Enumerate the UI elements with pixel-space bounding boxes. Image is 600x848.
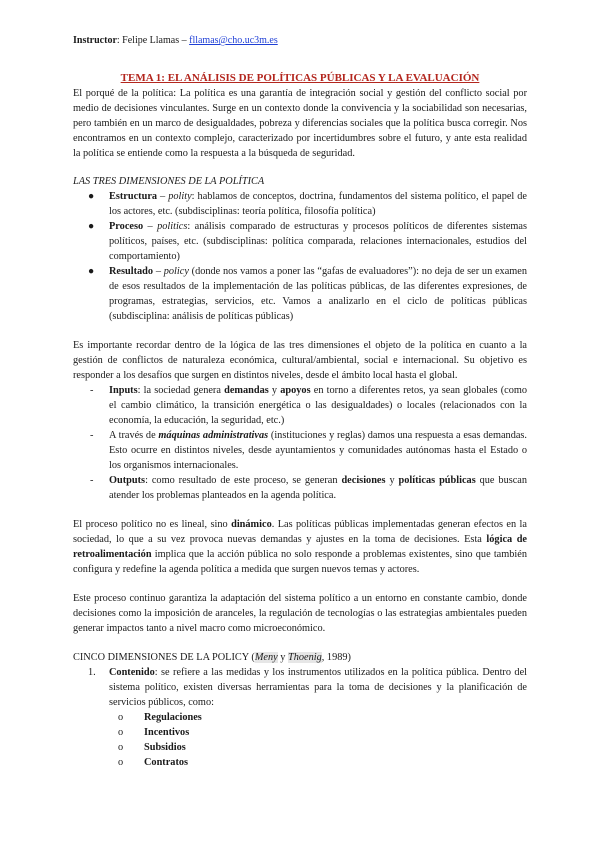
inline-bold: dinámico (231, 519, 272, 530)
list-item (118, 725, 527, 740)
inline-bold: decisiones (341, 475, 386, 486)
inline-text: y (385, 475, 399, 486)
dimension-term: Estructura (109, 191, 158, 202)
instructor-label: Instructor (73, 35, 117, 46)
dimensions-list (73, 189, 527, 324)
list-item (73, 428, 527, 473)
inline-text: A través de (109, 430, 159, 441)
object-paragraph: Es importante recordar dentro de la lógica de las tres dimensiones el objeto de la política en cuanto a la gestión de conflictos de naturaleza económica, cultural/ambiental, social e internacional. Su objetivo es responder a los desafíos que surgen en distintos niveles, desde el ámbito local hasta el global. (73, 340, 527, 381)
list-item (73, 264, 527, 324)
dimension-text: (donde nos vamos a poner las “gafas de evaluadores”): no deja de ser un examen de esos resultados de la implementación de las políticas públicas, de las diferentes expresiones, de programas, estrategias, servicios, etc. Vamos a analizarlo en el ciclo de políticas públicas (subdisciplina: análisis de políticas públicas) (109, 266, 527, 322)
instructor-line (73, 34, 527, 47)
dash-marker: - (90, 385, 94, 396)
circle-bullet-icon: o (118, 712, 124, 723)
list-item (73, 473, 527, 503)
list-item (73, 189, 527, 219)
circle-bullet-icon: o (118, 742, 124, 753)
process-list (73, 383, 527, 503)
dimension-separator: – (157, 191, 169, 202)
policy-heading-year: , 1989) (321, 652, 351, 663)
policy-text: : se refiere a las medidas y los instrumentos utilizados en la política pública. Dentro del sistema político, existen diversas herramientas para la toma de decisiones y la planificación de servicios públicos, como: (109, 667, 527, 708)
dimension-term: Resultado (109, 266, 154, 277)
intro-paragraph: El porqué de la política: La política es una garantía de integración social y gestión del conflicto social por medio de decisiones vinculantes. Surge en un contexto donde la convivencia y la sociabilidad son necesarias, pero también en un marco de desigualdades, pobreza y diferencias sociales que la política busca corregir. Nos encontramos en un contexto complejo, caracterizado por incertidumbres sobre el futuro, y ante esta realidad la política se entiende como la respuesta a la búsqueda de seguridad. (73, 88, 527, 159)
author-name: Thoenig (288, 652, 322, 663)
inline-text: . Las políticas públicas implementadas generan efectos en la sociedad, lo que a su vez provoca nuevas demandas y ajustes en la toma de decisiones. Esta (73, 519, 527, 545)
inline-bold: apoyos (280, 385, 311, 396)
list-item (118, 755, 527, 770)
circle-bullet-icon: o (118, 757, 124, 768)
dash-marker: - (90, 475, 94, 486)
inline-bold: lógica de retroalimentación (73, 534, 527, 560)
inline-text: implica que la acción pública no solo responde a problemas existentes, sino que también configura y redefine la agenda política a medida que surgen nuevos temas y actores. (73, 549, 527, 575)
inline-bold: Inputs (109, 385, 138, 396)
page-title: TEMA 1: EL ANÁLISIS DE POLÍTICAS PÚBLICAS Y LA EVALUACIÓN (120, 72, 480, 84)
instrument-label: Regulaciones (144, 712, 202, 723)
inline-bold: políticas públicas (398, 475, 476, 486)
inline-text: que buscan atender los problemas planteados en la agenda política. (109, 475, 528, 501)
list-item (73, 219, 527, 264)
dimension-separator: – (143, 221, 158, 232)
list-item (118, 710, 527, 725)
adaptation-paragraph: Este proceso continuo garantiza la adaptación del sistema político a un entorno en constante cambio, donde decisiones como la imposición de aranceles, la regulación de tecnologías o las estrategias ambientales pueden generar impactos tanto a nivel macro como microeconómico. (73, 593, 527, 634)
inline-text: : la sociedad genera (137, 385, 225, 396)
dimension-english-term: polity (168, 191, 192, 202)
policy-list (73, 665, 527, 710)
policy-heading (73, 650, 527, 665)
number-marker: 1. (88, 667, 96, 678)
instrument-label: Subsidios (144, 742, 186, 753)
dimension-term: Proceso (109, 221, 144, 232)
inline-bold: Outputs (109, 475, 146, 486)
document-page (73, 34, 527, 770)
bullet-icon: ● (88, 266, 95, 277)
bullet-icon: ● (88, 191, 95, 202)
dynamic-paragraph (73, 517, 527, 577)
instrument-label: Incentivos (144, 727, 190, 738)
list-item (118, 740, 527, 755)
dimension-english-term: politics (157, 221, 188, 232)
inline-text: : como resultado de este proceso, se generan (145, 475, 342, 486)
dimension-text: : hablamos de conceptos, doctrina, fundamentos del sistema político, el papel de los actores, etc. (subdisciplinas: teoría política, filosofía política) (109, 191, 527, 217)
policy-term: Contenido (109, 667, 155, 678)
list-item (73, 665, 527, 710)
dimension-separator: – (153, 266, 164, 277)
bullet-icon: ● (88, 221, 95, 232)
author-name: Meny (254, 652, 278, 663)
circle-bullet-icon: o (118, 727, 124, 738)
instrument-label: Contratos (144, 757, 189, 768)
inline-text: El proceso político no es lineal, sino (73, 519, 232, 530)
instructor-email-link[interactable]: fllamas@cho.uc3m.es (189, 35, 278, 46)
inline-text: (instituciones y reglas) damos una respuesta a esas demandas. Esto ocurre en distintos niveles, desde ayuntamientos y comunidades autónomas hasta el Estado o los organismos internacionales. (109, 430, 527, 471)
inline-text: en torno a diferentes retos, ya sean globales (como el cambio climático, la transición energética o las desigualdades) o locales (relacionados con la economía, la educación, la seguridad, etc.) (109, 385, 528, 426)
policy-heading-text: CINCO DIMENSIONES DE LA POLICY ( (73, 652, 255, 663)
list-item (73, 383, 527, 428)
dash-marker: - (90, 430, 94, 441)
instruments-list (118, 710, 527, 770)
inline-bold-italic: máquinas administrativas (158, 430, 269, 441)
dimensions-heading: LAS TRES DIMENSIONES DE LA POLÍTICA (73, 176, 265, 187)
instructor-name: : Felipe Llamas – (116, 35, 190, 46)
inline-bold: demandas (224, 385, 269, 396)
inline-text: y (277, 652, 288, 663)
dimension-text: : análisis comparado de estructuras y procesos políticos de diferentes sistemas políticos, países, etc. (subdisciplinas: política comparada, relaciones internacionales, estudios del comportamiento) (109, 221, 527, 262)
dimension-english-term: policy (163, 266, 189, 277)
inline-text: y (268, 385, 281, 396)
